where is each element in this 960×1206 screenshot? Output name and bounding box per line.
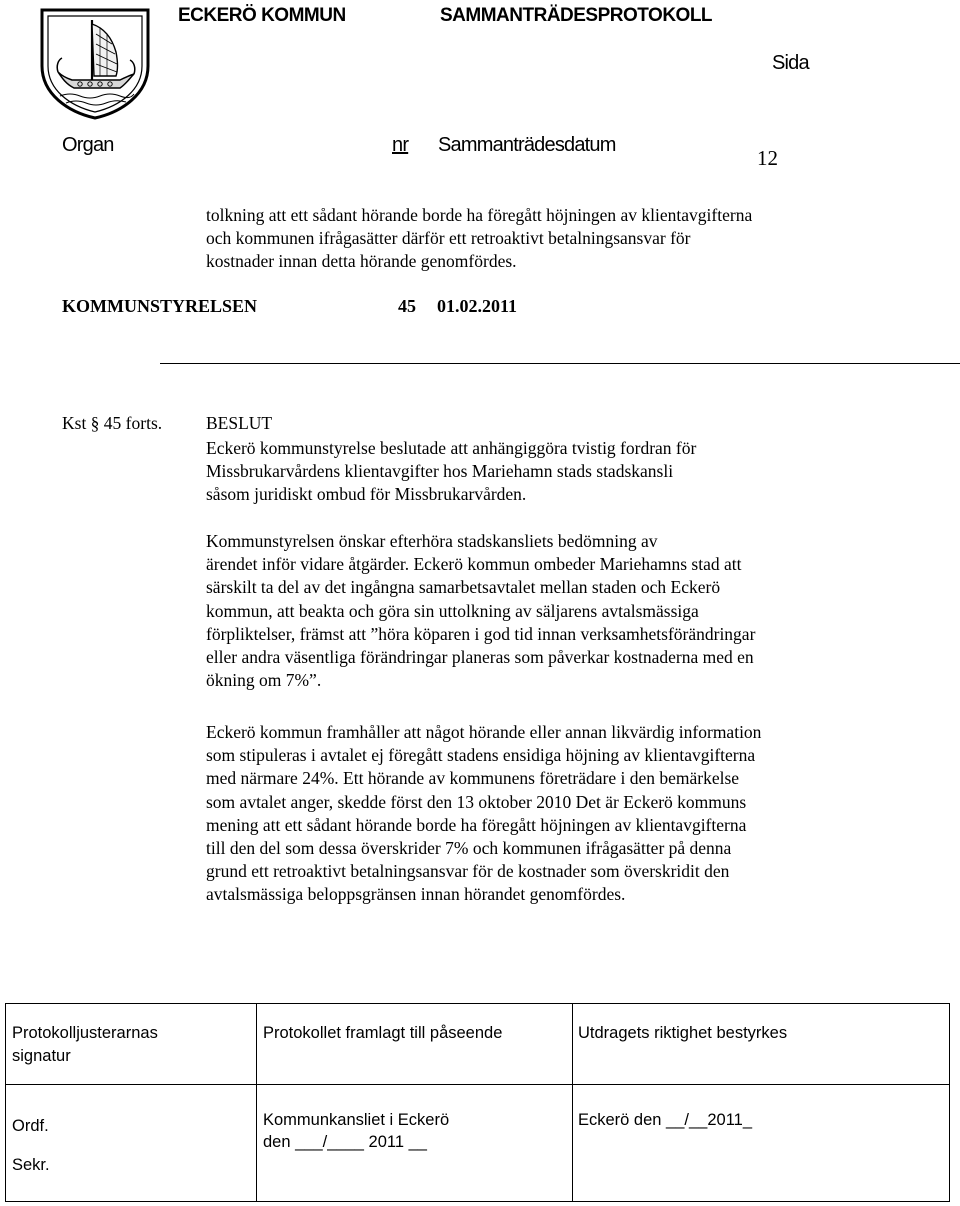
meeting-date: 01.02.2011 <box>437 296 518 316</box>
text-line: och kommunen ifrågasätter därför ett retroaktivt betalningsansvar för <box>206 228 691 249</box>
posted-for-review-heading: Protokollet framlagt till påseende <box>263 1024 503 1042</box>
signatures-heading-line2: signatur <box>12 1047 71 1065</box>
text-line: ärendet inför vidare åtgärder. Eckerö kommun ombeder Mariehamns stad att <box>206 554 742 575</box>
meeting-date-label: Sammanträdesdatum <box>438 134 616 156</box>
secretary-label: Sekr. <box>12 1156 50 1174</box>
text-line: ökning om 7%”. <box>206 670 322 691</box>
signature-box <box>5 1003 950 1202</box>
column-divider <box>256 1004 257 1201</box>
chairman-label: Ordf. <box>12 1117 49 1135</box>
text-line: Eckerö kommun framhåller att något hörande eller annan likvärdig information <box>206 722 762 742</box>
posted-date: den ___/____ 2011 __ <box>263 1133 427 1151</box>
signatures-heading: Protokolljusterarnas <box>12 1024 158 1042</box>
text-line: till den del som dessa överskrider 7% och kommunen ifrågasätter på denna <box>206 837 732 858</box>
row-divider <box>6 1084 949 1085</box>
certification-date: Eckerö den __/__2011_ <box>578 1111 752 1129</box>
nr-label: nr <box>392 134 409 156</box>
text-line: som avtalet anger, skedde först den 13 oktober 2010 Det är Eckerö kommuns <box>206 791 747 812</box>
section-divider <box>160 363 960 364</box>
meeting-number: 45 <box>398 296 416 316</box>
text-line: grund ett retroaktivt betalningsansvar för de kostnader som överskridit den <box>206 861 730 882</box>
decision-heading: BESLUT <box>206 413 273 433</box>
text-line: kostnader innan detta hörande genomfördes. <box>206 251 517 272</box>
decision-paragraph-2 <box>206 530 755 692</box>
section-reference: Kst § 45 forts. <box>62 413 163 433</box>
text-line: eller andra väsentliga förändringar planeras som påverkar kostnaderna med en <box>206 646 754 667</box>
decision-paragraph-1 <box>206 437 696 507</box>
meeting-organ: KOMMUNSTYRELSEN <box>62 296 258 316</box>
municipality-coat-of-arms-logo <box>36 4 154 122</box>
page-number: 12 <box>757 146 778 170</box>
text-line: förpliktelser, främst att ”höra köparen i god tid innan verksamhetsförändringar <box>206 623 756 644</box>
text-line: såsom juridiskt ombud för Missbrukarvården. <box>206 484 527 505</box>
text-line: mening att ett sådant hörande borde ha föregått höjningen av klientavgifterna <box>206 814 747 835</box>
text-line: särskilt ta del av det ingångna samarbetsavtalet mellan staden och Eckerö <box>206 577 721 598</box>
text-line: som stipuleras i avtalet ej föregått stadens ensidiga höjning av klientavgifterna <box>206 745 756 766</box>
text-line: avtalsmässiga beloppsgränsen innan hörandet genomfördes. <box>206 884 626 905</box>
document-type: SAMMANTRÄDESPROTOKOLL <box>440 5 713 26</box>
continuation-paragraph <box>206 204 752 274</box>
text-line: Missbrukarvårdens klientavgifter hos Mariehamn stads stadskansli <box>206 461 674 482</box>
column-divider <box>572 1004 573 1201</box>
certification-heading: Utdragets riktighet bestyrkes <box>578 1024 788 1042</box>
text-line: med närmare 24%. Ett hörande av kommunens företrädare i den bemärkelse <box>206 768 740 789</box>
posted-place: Kommunkansliet i Eckerö <box>263 1111 450 1129</box>
text-line: Kommunstyrelsen önskar efterhöra stadskansliets bedömning av <box>206 531 658 551</box>
organ-label: Organ <box>62 134 114 156</box>
text-line: tolkning att ett sådant hörande borde ha föregått höjningen av klientavgifterna <box>206 205 753 225</box>
municipality-name: ECKERÖ KOMMUN <box>178 5 346 26</box>
text-line: kommun, att beakta och göra sin uttolkning av säljarens avtalsmässiga <box>206 600 699 621</box>
text-line: Eckerö kommunstyrelse beslutade att anhängiggöra tvistig fordran för <box>206 438 697 458</box>
page-label: Sida <box>772 52 809 74</box>
decision-paragraph-3 <box>206 721 761 907</box>
